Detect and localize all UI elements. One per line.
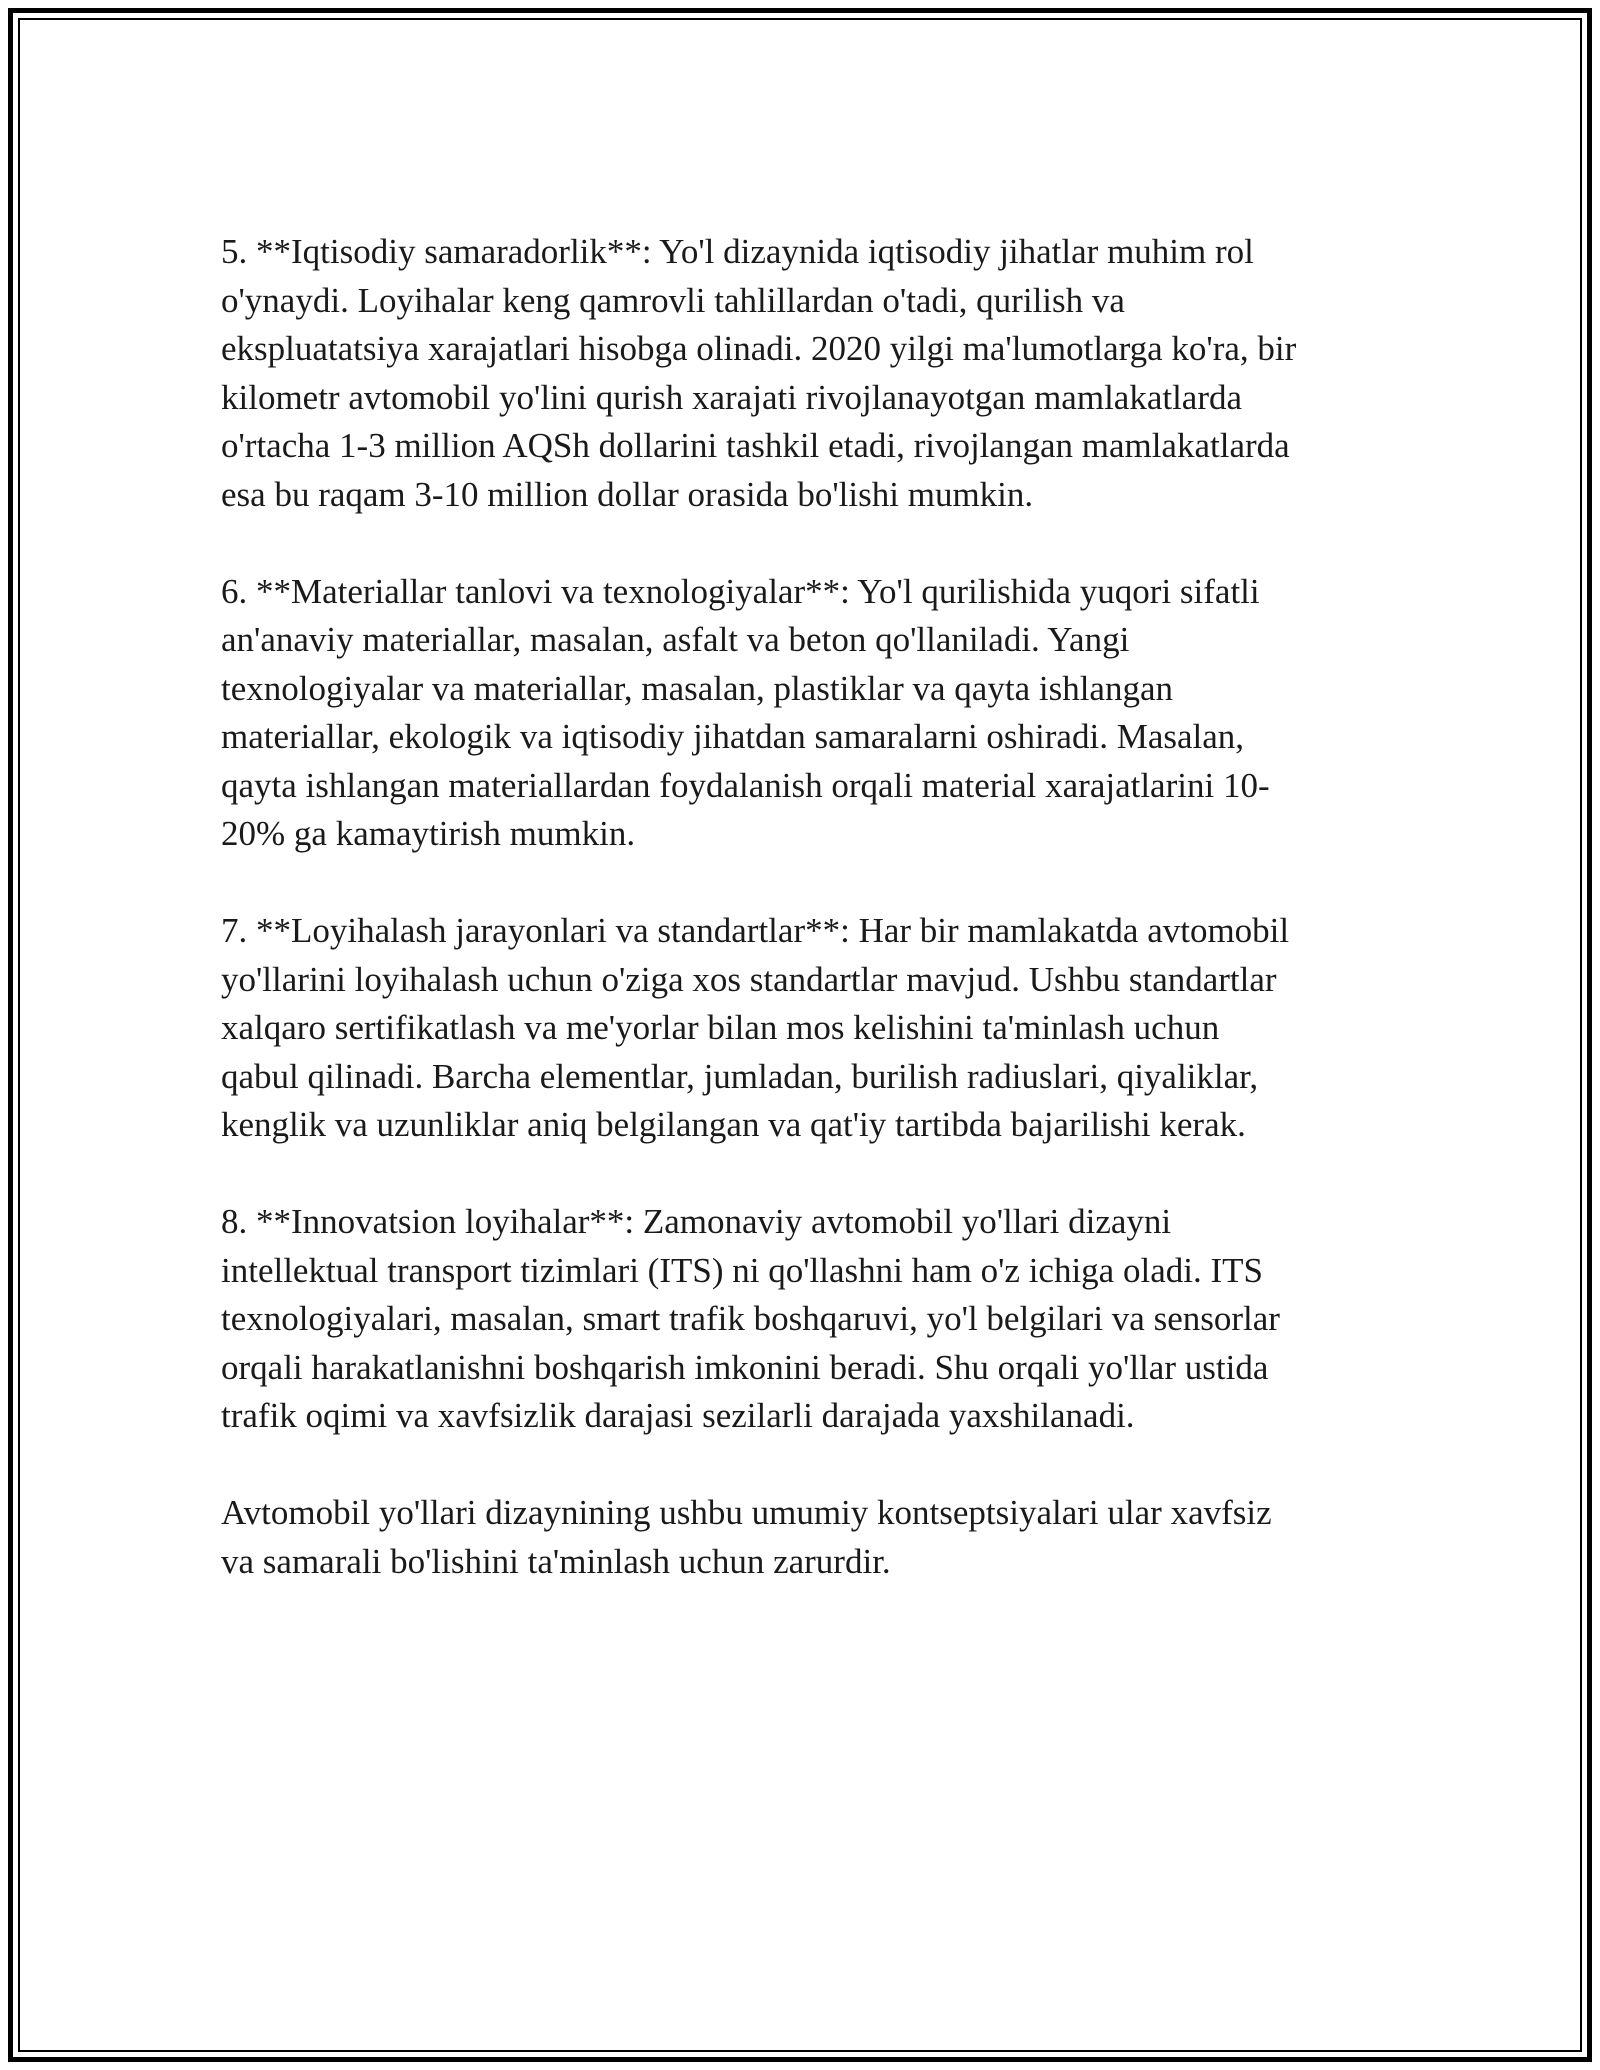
paragraph-materials-technologies: 6. **Materiallar tanlovi va texnologiyalar**: Yo'l qurilishida yuqori sifatli an'anaviy materiallar, masalan, asfalt va beton qo'llaniladi. Yangi texnologiyalar va materiallar, masalan, plastiklar va qayta ishlangan materiallar, ekologik va iqtisodiy jihatdan samaralarni oshiradi. Masalan, qayta ishlangan materiallardan foydalanish orqali material xarajatlarini 10- 20% ga kamaytirish mumkin. <box>221 571 1270 853</box>
paragraph-innovative-projects: 8. **Innovatsion loyihalar**: Zamonaviy avtomobil yo'llari dizayni intellektual transport tizimlari (ITS) ni qo'llashni ham o'z ichiga oladi. ITS texnologiyalari, masalan, smart trafik boshqaruvi, yo'l belgilari va sensorlar orqali harakatlanishni boshqarish imkonini beradi. Shu orqali yo'llar ustida trafik oqimi va xavfsizlik darajasi sezilarli darajada yaxshilanadi. <box>221 1202 1280 1435</box>
document-body <box>221 228 1371 1635</box>
paragraph-conclusion: Avtomobil yo'llari dizaynining ushbu umumiy kontseptsiyalari ular xavfsiz va samarali bo'lishini ta'minlash uchun zarurdir. <box>221 1493 1272 1581</box>
paragraph-economic-efficiency: 5. **Iqtisodiy samaradorlik**: Yo'l dizaynida iqtisodiy jihatlar muhim rol o'ynaydi. Loyihalar keng qamrovli tahlillardan o'tadi, qurilish va ekspluatatsiya xarajatlari hisobga olinadi. 2020 yilgi ma'lumotlarga ko'ra, bir kilometr avtomobil yo'lini qurish xarajati rivojlanayotgan mamlakatlarda o'rtacha 1-3 million AQSh dollarini tashkil etadi, rivojlangan mamlakatlarda esa bu raqam 3-10 million dollar orasida bo'lishi mumkin. <box>221 232 1297 514</box>
paragraph-design-standards: 7. **Loyihalash jarayonlari va standartlar**: Har bir mamlakatda avtomobil yo'llarini loyihalash uchun o'ziga xos standartlar mavjud. Ushbu standartlar xalqaro sertifikatlash va me'yorlar bilan mos kelishini ta'minlash uchun qabul qilinadi. Barcha elementlar, jumladan, burilish radiuslari, qiyaliklar, kenglik va uzunliklar aniq belgilangan va qat'iy tartibda bajarilishi kerak. <box>221 911 1290 1144</box>
